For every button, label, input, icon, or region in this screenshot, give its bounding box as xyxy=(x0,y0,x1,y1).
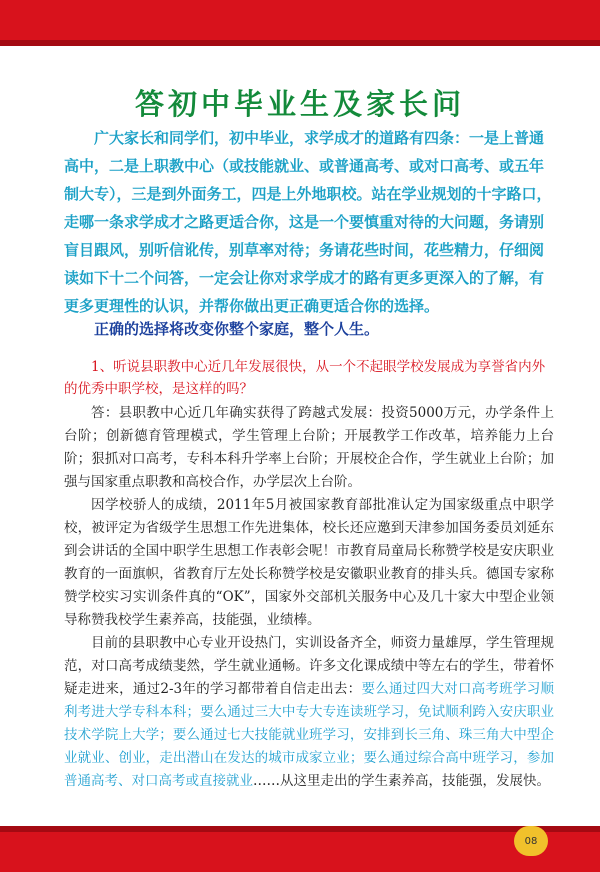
top-red-band xyxy=(0,0,600,46)
question-1: 1、听说县职教中心近几年发展很快，从一个不起眼学校发展成为享誉省内外的优秀中职学校，是这样的吗？ xyxy=(64,359,546,397)
answer-paragraph-3-plain: 目前的县职教中心专业开设热门，实训设备齐全，师资力量雄厚，学生管理规范，对口高考成绩斐然，学生就业通畅。许多文化课成绩中等左右的学生，带着怀疑走进来，通过2-3年的学习都带着自信走出去： xyxy=(64,635,554,697)
answer-paragraph-3 xyxy=(64,632,554,793)
answer-paragraph-2: 因学校骄人的成绩，2011年5月被国家教育部批准认定为国家级重点中职学校，被评定为省级学生思想工作先进集体，校长还应邀到天津参加国务委员刘延东到会讲话的全国中职学生思想工作表彰会呢！市教育局童局长称赞学校是安庆职业教育的一面旗帜，省教育厅左处长称赞学校是安徽职业教育的排头兵。德国专家称赞学校实习实训条件真的“OK”，国家外交部机关服务中心及几十家大中型企业领导称赞我校学生素养高，技能强，业绩棒。 xyxy=(64,497,554,628)
page-title: 答初中毕业生及家长问 xyxy=(134,87,465,121)
answer-paragraph-1: 答：县职教中心近几年确实获得了跨越式发展：投资5000万元，办学条件上台阶；创新德育管理模式，学生管理上台阶；开展教学工作改革，培养能力上台阶；狠抓对口高考，专科本科升学率上台阶；开展校企合作，学生就业上台阶；加强与国家重点职教和高校合作，办学层次上台阶。 xyxy=(64,405,554,490)
page-number: 08 xyxy=(524,835,538,847)
page-number-badge xyxy=(514,826,548,856)
choice-line: 正确的选择将改变你整个家庭，整个人生。 xyxy=(94,320,380,338)
answer-paragraph-3-highlight: 要么通过四大对口高考班学习顺利考进大学专科本科；要么通过三大中专大专连读班学习，免试顺利跨入安庆职业技术学院上大学；要么通过七大技能就业班学习，安排到长三角、珠三角大中型企业就业、创业，走出潜山在发达的城市成家立业；要么通过综合高中班学习，参加普通高考、对口高考或直接就业 xyxy=(64,681,554,789)
answer-paragraph-3-end: ……从这里走出的学生素养高，技能强，发展快。 xyxy=(253,773,550,789)
bottom-red-band xyxy=(0,826,600,872)
intro-paragraph: 广大家长和同学们，初中毕业，求学成才的道路有四条：一是上普通高中，二是上职教中心（或技能就业、或普通高考、或对口高考、或五年制大专），三是到外面务工，四是上外地职校。站在学业规划的十字路口，走哪一条求学成才之路更适合你，这是一个要慎重对待的大问题，务请别盲目跟风，别听信讹传，别草率对待；务请花些时间，花些精力，仔细阅读如下十二个问答，一定会让你对求学成才的路有更多更深入的了解，有更多更理性的认识，并帮你做出更正确更适合你的选择。 xyxy=(64,129,552,315)
